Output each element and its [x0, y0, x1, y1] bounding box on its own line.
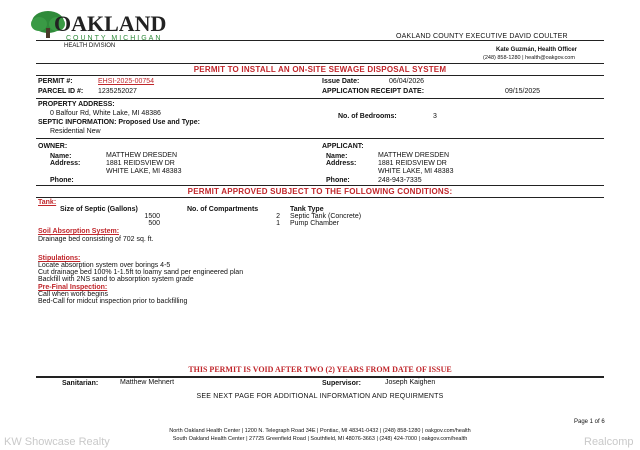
applicant-name-value: MATTHEW DRESDEN [378, 152, 450, 159]
watermark-left: KW Showcase Realty [4, 436, 110, 448]
applicant-section-label: APPLICANT: [322, 143, 364, 150]
owner-address-line2: WHITE LAKE, MI 48383 [106, 168, 182, 175]
tank-row-compartments: 1 [276, 220, 280, 227]
permit-title: PERMIT TO INSTALL AN ON-SITE SEWAGE DISPOSAL SYSTEM [193, 65, 447, 74]
tank-row-size: 500 [148, 220, 160, 227]
tank-col-compartments: No. of Compartments [187, 206, 259, 213]
parcel-value: 1235252027 [98, 88, 137, 95]
stipulation-line: Cut drainage bed 100% 1-1.5ft to loamy sand per engineered plan [38, 269, 244, 276]
logo-main-text: OAKLAND [54, 11, 167, 36]
supervisor-value: Joseph Kaighen [385, 379, 436, 386]
tank-heading: Tank: [38, 199, 57, 206]
footer-line-2: South Oakland Health Center | 27725 Greenfield Road | Southfield, MI 48076-3663 | (248) 424-7000 | oakgov.com/health [172, 436, 468, 442]
owner-address-line1: 1881 REIDSVIEW DR [106, 160, 175, 167]
stipulation-line: Backfill with 2NS sand to absorption system grade [38, 276, 194, 283]
soil-heading: Soil Absorption System: [38, 228, 120, 235]
owner-phone-label: Phone: [50, 177, 74, 184]
permit-number-label: PERMIT #: [38, 78, 73, 85]
header-contact: (248) 858-1280 | health@oakgov.com [483, 55, 575, 61]
division-label: HEALTH DIVISION [64, 43, 116, 49]
prefinal-heading: Pre-Final Inspection: [38, 284, 108, 291]
tank-col-type: Tank Type [290, 206, 324, 213]
void-rule [36, 376, 604, 378]
applicant-address-line2: WHITE LAKE, MI 48383 [378, 168, 454, 175]
applicant-phone-label: Phone: [326, 177, 350, 184]
prefinal-line: Call when work begins [38, 291, 109, 298]
see-next-page: SEE NEXT PAGE FOR ADDITIONAL INFORMATION AND REQUIRMENTS [196, 393, 444, 400]
conditions-top-rule [36, 185, 604, 186]
sanitarian-value: Matthew Mehnert [120, 379, 175, 386]
soil-text: Drainage bed consisting of 702 sq. ft. [38, 236, 154, 243]
health-officer: Kate Guzmán, Health Officer [496, 47, 578, 53]
county-executive: OAKLAND COUNTY EXECUTIVE DAVID COULTER [396, 33, 568, 40]
footer-line-1: North Oakland Health Center | 1200 N. Telegraph Road 34E | Pontiac, MI 48341-0432 | (248) 858-1280 | oakgov.com/health [169, 428, 471, 434]
sanitarian-label: Sanitarian: [62, 380, 99, 387]
page-number: Page 1 of 6 [574, 419, 605, 425]
stipulation-line: Locate absorption system over borings 4-5 [38, 262, 171, 269]
septic-info-label: SEPTIC INFORMATION: Proposed Use and Type: [38, 119, 200, 126]
receipt-date-label: APPLICATION RECEIPT DATE: [322, 88, 425, 95]
header-rule [36, 40, 604, 41]
permit-rule [36, 98, 604, 99]
owner-name-label: Name: [50, 153, 72, 160]
prefinal-line: Bed-Call for midcut inspection prior to backfilling [38, 298, 188, 305]
supervisor-label: Supervisor: [322, 380, 361, 387]
owner-address-label: Address: [50, 160, 81, 167]
conditions-title: PERMIT APPROVED SUBJECT TO THE FOLLOWING CONDITIONS: [187, 187, 453, 196]
receipt-date-value: 09/15/2025 [505, 88, 541, 95]
applicant-name-label: Name: [326, 153, 348, 160]
tank-row-type: Pump Chamber [290, 220, 340, 227]
tank-row-compartments: 2 [276, 213, 280, 220]
oakland-county-logo [28, 10, 188, 44]
issue-date-value: 06/04/2026 [389, 78, 425, 85]
property-address-value: 0 Balfour Rd, White Lake, MI 48386 [50, 110, 161, 117]
permit-number-link[interactable]: EHSI-2025-00754 [98, 78, 155, 85]
parcel-label: PARCEL ID #: [38, 88, 84, 95]
owner-section-label: OWNER: [38, 143, 68, 150]
title-bottom-rule [36, 75, 604, 76]
conditions-bottom-rule [36, 197, 604, 198]
stipulations-heading: Stipulations: [38, 255, 81, 262]
tank-row-size: 1500 [144, 213, 160, 220]
septic-info-value: Residential New [50, 128, 101, 135]
void-notice: THIS PERMIT IS VOID AFTER TWO (2) YEARS FROM DATE OF ISSUE [188, 365, 452, 374]
property-rule [36, 138, 604, 139]
watermark-right: Realcomp [584, 436, 634, 448]
property-address-label: PROPERTY ADDRESS: [38, 101, 115, 108]
applicant-address-line1: 1881 REIDSVIEW DR [378, 160, 447, 167]
tank-col-size: Size of Septic (Gallons) [60, 206, 138, 213]
bedrooms-label: No. of Bedrooms: [338, 113, 397, 120]
bedrooms-value: 3 [433, 113, 437, 120]
applicant-phone-value: 248-943-7335 [378, 177, 422, 184]
owner-name-value: MATTHEW DRESDEN [106, 152, 178, 159]
logo-sub-text: COUNTY MICHIGAN [66, 35, 163, 42]
issue-date-label: Issue Date: [322, 78, 360, 85]
title-top-rule [36, 63, 604, 64]
tank-row-type: Septic Tank (Concrete) [290, 213, 362, 220]
applicant-address-label: Address: [326, 160, 357, 167]
